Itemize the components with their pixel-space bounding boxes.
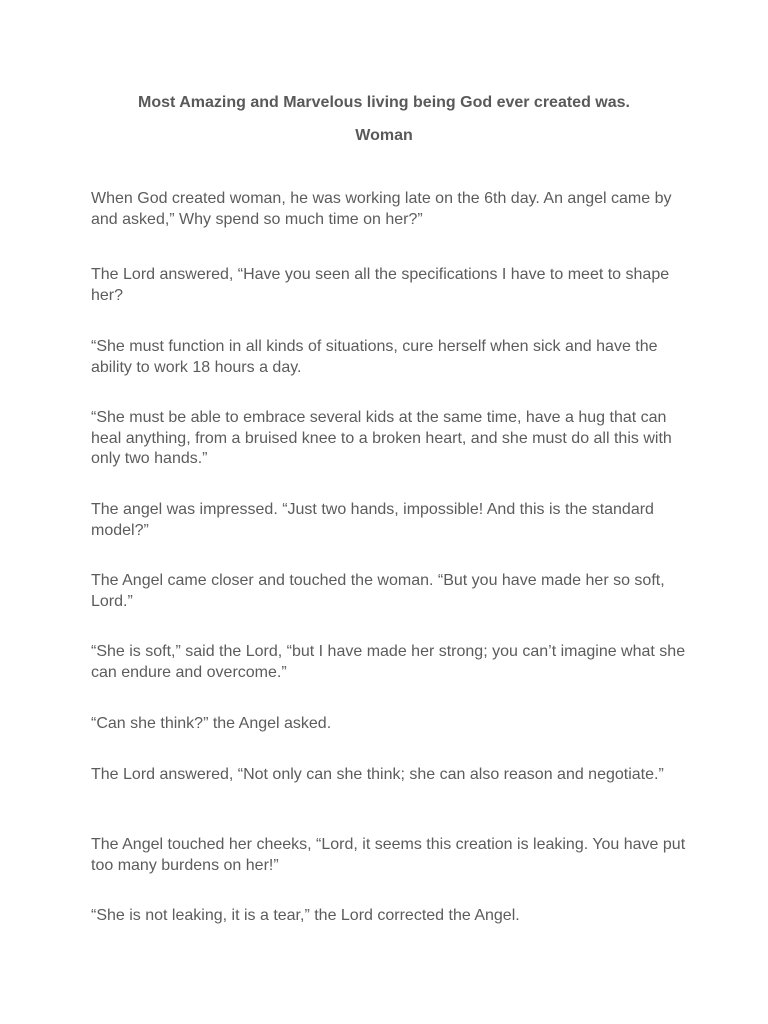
paragraph: The angel was impressed. “Just two hands, impossible! And this is the standard model?” [91,501,654,539]
paragraph: The Lord answered, “Not only can she think; she can also reason and negotiate.” [91,766,664,783]
document-title: Most Amazing and Marvelous living being God ever created was. [138,94,630,111]
document-subtitle: Woman [355,127,413,144]
paragraph: “She must be able to embrace several kids at the same time, have a hug that can heal anything, from a bruised knee to a broken heart, and she must do all this with only two hands.” [91,409,672,467]
paragraph: “She must function in all kinds of situations, cure herself when sick and have the ability to work 18 hours a day. [91,338,658,376]
paragraph: The Lord answered, “Have you seen all the specifications I have to meet to shape her? [91,266,670,304]
paragraph: “She is not leaking, it is a tear,” the Lord corrected the Angel. [91,907,520,924]
paragraph: The Angel came closer and touched the woman. “But you have made her so soft, Lord.” [91,572,665,610]
paragraph: “She is soft,” said the Lord, “but I have made her strong; you can’t imagine what she can endure and overcome.” [91,643,686,681]
paragraph: “Can she think?” the Angel asked. [91,715,332,732]
paragraph: When God created woman, he was working late on the 6th day. An angel came by and asked,” Why spend so much time on her?” [91,190,672,228]
paragraph: The Angel touched her cheeks, “Lord, it seems this creation is leaking. You have put too many burdens on her!” [91,836,686,874]
